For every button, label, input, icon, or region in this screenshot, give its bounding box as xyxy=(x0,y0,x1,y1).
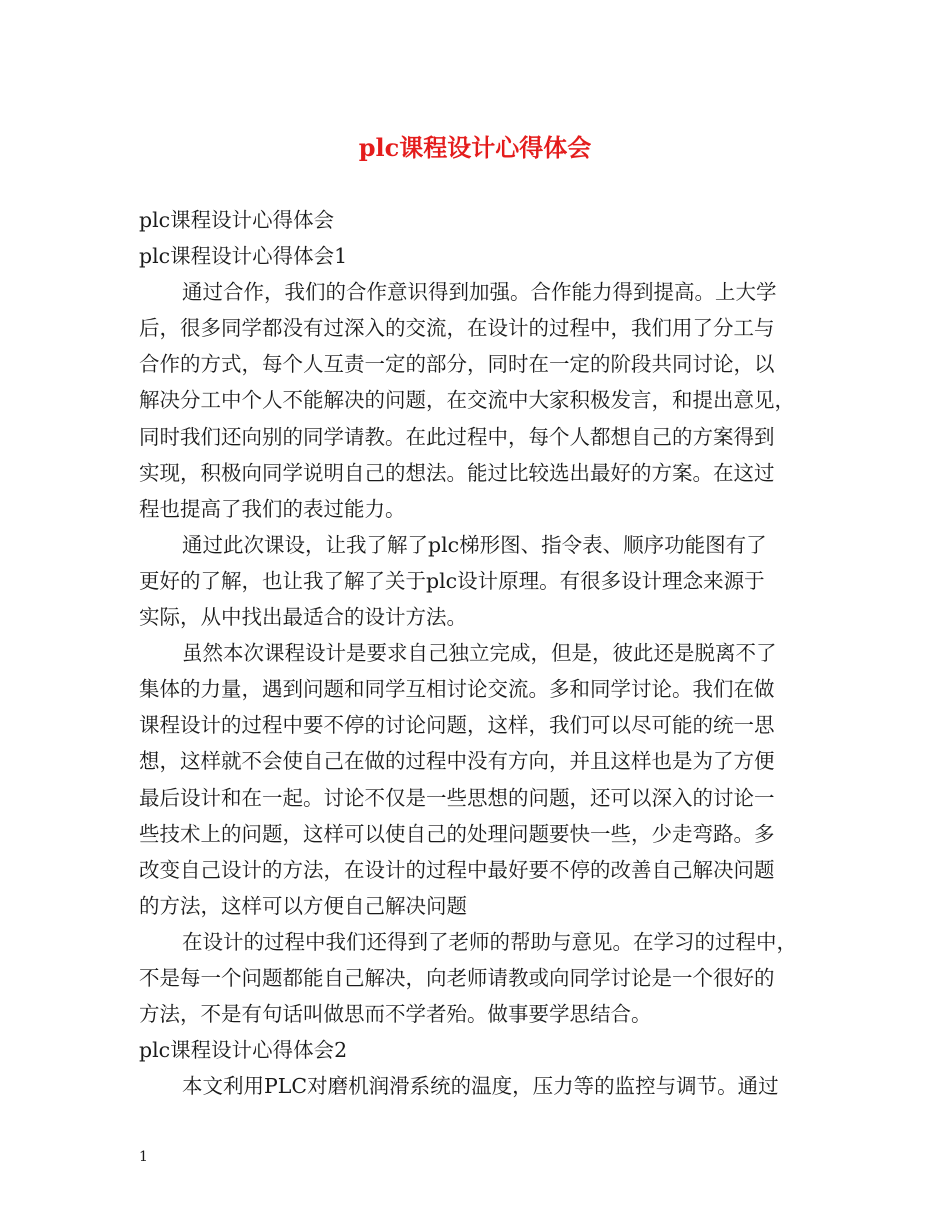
document-body xyxy=(139,202,819,1104)
text-line: 后，很多同学都没有过深入的交流，在设计的过程中，我们用了分工与 xyxy=(139,316,775,341)
text-line: 更好的了解，也让我了解了关于plc设计原理。有很多设计理念来源于 xyxy=(139,568,765,593)
text-line: 通过此次课设，让我了解了plc梯形图、指令表、顺序功能图有了 xyxy=(182,532,767,557)
text-line: 虽然本次课程设计是要求自己独立完成，但是，彼此还是脱离不了 xyxy=(182,641,777,666)
text-line: 合作的方式，每个人互责一定的部分，同时在一定的阶段共同讨论，以 xyxy=(139,352,775,377)
text-line: 的方法，这样可以方便自己解决问题 xyxy=(139,893,467,918)
text-line: 集体的力量，遇到问题和同学互相讨论交流。多和同学讨论。我们在做 xyxy=(139,677,775,702)
text-line: 想，这样就不会使自己在做的过程中没有方向，并且这样也是为了方便 xyxy=(139,749,775,774)
text-line: 通过合作，我们的合作意识得到加强。合作能力得到提高。上大学 xyxy=(182,280,777,305)
text-line: plc课程设计心得体会1 xyxy=(139,244,348,269)
text-line: 方法，不是有句话叫做思而不学者殆。做事要学思结合。 xyxy=(139,1002,652,1027)
text-line: 最后设计和在一起。讨论不仅是一些思想的问题，还可以深入的讨论一 xyxy=(139,785,775,810)
text-line: 本文利用PLC对磨机润滑系统的温度，压力等的监控与调节。通过 xyxy=(182,1074,779,1099)
text-line: plc课程设计心得体会2 xyxy=(139,1038,348,1063)
text-line: 程也提高了我们的表过能力。 xyxy=(139,496,406,521)
text-line: 同时我们还向别的同学请教。在此过程中，每个人都想自己的方案得到 xyxy=(139,424,775,449)
document-title: plc课程设计心得体会 xyxy=(358,133,592,162)
text-line: 课程设计的过程中要不停的讨论问题，这样，我们可以尽可能的统一思 xyxy=(139,713,775,738)
page-number: 1 xyxy=(139,1149,148,1165)
text-line: plc课程设计心得体会 xyxy=(139,208,335,232)
text-line: 些技术上的问题，这样可以使自己的处理问题要快一些，少走弯路。多 xyxy=(139,821,775,846)
text-line: 不是每一个问题都能自己解决，向老师请教或向同学讨论是一个很好的 xyxy=(139,965,775,990)
text-line: 实现，积极向同学说明自己的想法。能过比较选出最好的方案。在这过 xyxy=(139,460,775,485)
text-line: 实际，从中找出最适合的设计方法。 xyxy=(139,605,467,630)
text-line: 解决分工中个人不能解决的问题，在交流中大家积极发言，和提出意见， xyxy=(139,388,795,413)
text-line: 改变自己设计的方法，在设计的过程中最好要不停的改善自己解决问题 xyxy=(139,857,775,882)
text-line: 在设计的过程中我们还得到了老师的帮助与意见。在学习的过程中， xyxy=(182,929,797,954)
